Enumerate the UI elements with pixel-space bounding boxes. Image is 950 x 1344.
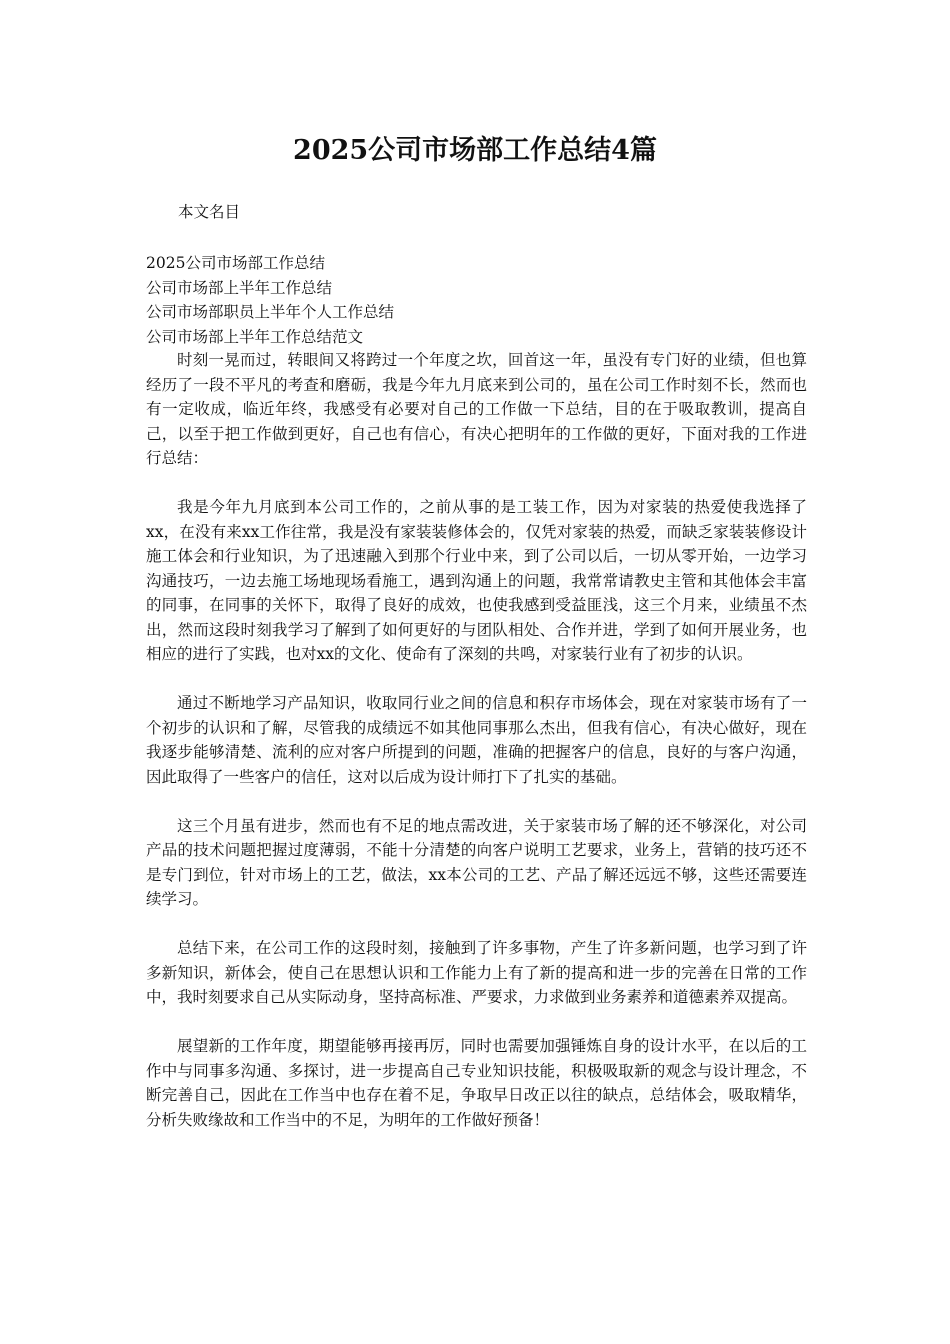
document-title: 2025公司市场部工作总结4篇	[293, 135, 657, 166]
body-paragraph: 我是今年九月底到本公司工作的，之前从事的是工装工作，因为对家装的热爱使我选择了xx，在没有来xx工作往常，我是没有家装装修体会的，仅凭对家装的热爱，而缺乏家装装修设计施工体会和行业知识，为了迅速融入到那个行业中来，到了公司以后，一切从零开始，一边学习沟通技巧，一边去施工场地现场看施工，遇到沟通上的问题，我常常请教史主管和其他体会丰富的同事，在同事的关怀下，取得了良好的成效，也使我感到受益匪浅，这三个月来，业绩虽不杰出，然而这段时刻我学习了解到了如何更好的与团队相处、合作并进，学到了如何开展业务，也相应的进行了实践，也对xx的文化、使命有了深刻的共鸣，对家装行业有了初步的认识。	[146, 498, 807, 663]
toc-item[interactable]: 公司市场部职员上半年个人工作总结	[146, 303, 395, 321]
body-paragraph: 通过不断地学习产品知识，收取同行业之间的信息和积存市场体会，现在对家装市场有了一个初步的认识和了解，尽管我的成绩远不如其他同事那么杰出，但我有信心，有决心做好，现在我逐步能够清楚、流利的应对客户所提到的问题，准确的把握客户的信息，良好的与客户沟通，因此取得了一些客户的信任，这对以后成为设计师打下了扎实的基础。	[146, 694, 807, 786]
body-paragraph: 这三个月虽有进步，然而也有不足的地点需改进，关于家装市场了解的还不够深化，对公司产品的技术问题把握过度薄弱，不能十分清楚的向客户说明工艺要求，业务上，营销的技巧还不是专门到位，针对市场上的工艺，做法，xx本公司的工艺、产品了解还远远不够，这些还需要连续学习。	[146, 816, 807, 908]
toc-item[interactable]: 2025公司市场部工作总结	[146, 254, 325, 272]
document-body	[146, 348, 807, 1157]
toc-item[interactable]: 公司市场部上半年工作总结范文	[146, 327, 364, 346]
toc-heading: 本文名目	[178, 203, 241, 221]
toc-item[interactable]: 公司市场部上半年工作总结	[146, 278, 333, 297]
table-of-contents	[146, 251, 846, 349]
body-paragraph: 时刻一晃而过，转眼间又将跨过一个年度之坎，回首这一年，虽没有专门好的业绩，但也算经历了一段不平凡的考查和磨砺，我是今年九月底来到公司的，虽在公司工作时刻不长，然而也有一定收成，临近年终，我感受有必要对自己的工作做一下总结，目的在于吸取教训，提高自己，以至于把工作做到更好，自己也有信心，有决心把明年的工作做的更好，下面对我的工作进行总结：	[146, 351, 807, 467]
body-paragraph: 展望新的工作年度，期望能够再接再厉，同时也需要加强锤炼自身的设计水平，在以后的工作中与同事多沟通、多探讨，进一步提高自己专业知识技能，积极吸取新的观念与设计理念，不断完善自己，因此在工作当中也存在着不足，争取早日改正以往的缺点，总结体会，吸取精华，分析失败缘故和工作当中的不足，为明年的工作做好预备！	[146, 1037, 807, 1129]
body-paragraph: 总结下来，在公司工作的这段时刻，接触到了许多事物，产生了许多新问题，也学习到了许多新知识，新体会，使自己在思想认识和工作能力上有了新的提高和进一步的完善在日常的工作中，我时刻要求自己从实际动身，坚持高标准、严要求，力求做到业务素养和道德素养双提高。	[146, 939, 807, 1006]
